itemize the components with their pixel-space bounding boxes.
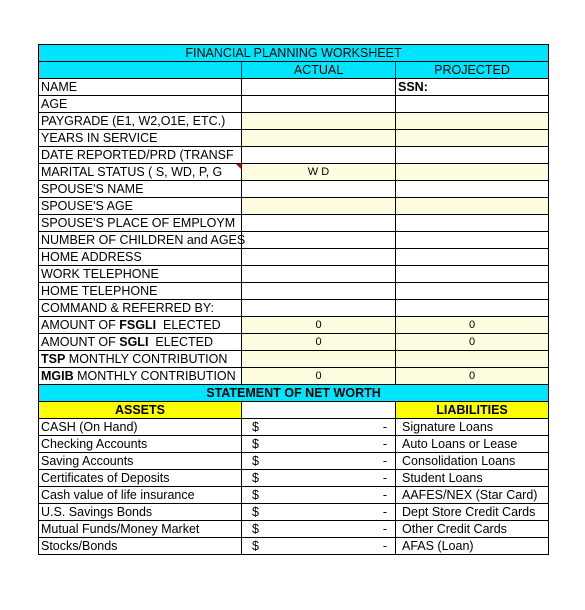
- row-label: [39, 317, 242, 334]
- table-row: [39, 79, 549, 96]
- projected-cell[interactable]: [396, 164, 549, 181]
- liability-label: AAFES/NEX (Star Card): [396, 487, 549, 504]
- actual-cell[interactable]: 0: [242, 317, 396, 334]
- currency-symbol: $: [252, 539, 259, 553]
- row-label: NAME: [39, 79, 242, 96]
- asset-amount-cell[interactable]: [242, 470, 396, 487]
- asset-label: Cash value of life insurance: [39, 487, 242, 504]
- actual-cell[interactable]: W D: [242, 164, 396, 181]
- label-suffix: MONTHLY CONTRIBUTION: [73, 369, 236, 383]
- net-worth-row: [39, 487, 549, 504]
- asset-amount: -: [382, 471, 387, 485]
- net-worth-row: [39, 436, 549, 453]
- projected-cell[interactable]: [396, 198, 549, 215]
- row-label: SPOUSE'S PLACE OF EMPLOYM: [39, 215, 242, 232]
- ssn-label: SSN:: [396, 79, 549, 96]
- actual-cell[interactable]: 0: [242, 368, 396, 385]
- currency-symbol: $: [252, 437, 259, 451]
- currency-symbol: $: [252, 471, 259, 485]
- liabilities-header: LIABILITIES: [396, 402, 549, 419]
- projected-cell[interactable]: [396, 266, 549, 283]
- asset-amount-cell[interactable]: [242, 487, 396, 504]
- asset-amount: -: [382, 488, 387, 502]
- asset-amount: -: [382, 539, 387, 553]
- column-header-row: [39, 62, 549, 79]
- projected-cell[interactable]: [396, 181, 549, 198]
- actual-cell[interactable]: 0: [242, 334, 396, 351]
- projected-cell[interactable]: [396, 249, 549, 266]
- table-row: [39, 249, 549, 266]
- table-row: [39, 283, 549, 300]
- asset-label: Saving Accounts: [39, 453, 242, 470]
- liability-label: AFAS (Loan): [396, 538, 549, 555]
- row-label: SPOUSE'S AGE: [39, 198, 242, 215]
- projected-cell[interactable]: [396, 96, 549, 113]
- label-bold: SGLI: [119, 335, 149, 349]
- projected-cell[interactable]: 0: [396, 368, 549, 385]
- row-label: YEARS IN SERVICE: [39, 130, 242, 147]
- asset-label: Checking Accounts: [39, 436, 242, 453]
- label-bold: TSP: [41, 352, 66, 366]
- actual-cell[interactable]: [242, 198, 396, 215]
- row-label: [39, 368, 242, 385]
- table-row: [39, 317, 549, 334]
- actual-cell[interactable]: [242, 79, 396, 96]
- projected-cell[interactable]: [396, 351, 549, 368]
- table-row: [39, 300, 549, 317]
- actual-header: ACTUAL: [242, 62, 396, 79]
- asset-amount: -: [382, 505, 387, 519]
- label-suffix: MONTHLY CONTRIBUTION: [65, 352, 228, 366]
- asset-amount-cell[interactable]: [242, 419, 396, 436]
- row-label: SPOUSE'S NAME: [39, 181, 242, 198]
- projected-cell[interactable]: [396, 215, 549, 232]
- currency-symbol: $: [252, 454, 259, 468]
- table-row: [39, 232, 549, 249]
- asset-label: Certificates of Deposits: [39, 470, 242, 487]
- title-row: [39, 45, 549, 62]
- currency-symbol: $: [252, 505, 259, 519]
- actual-cell[interactable]: [242, 283, 396, 300]
- table-row: [39, 147, 549, 164]
- asset-label: Stocks/Bonds: [39, 538, 242, 555]
- net-worth-row: [39, 538, 549, 555]
- actual-cell[interactable]: [242, 266, 396, 283]
- row-label: MARITAL STATUS ( S, WD, P, G: [39, 164, 242, 181]
- projected-header: PROJECTED: [396, 62, 549, 79]
- actual-cell[interactable]: [242, 147, 396, 164]
- table-row: [39, 351, 549, 368]
- currency-symbol: $: [252, 420, 259, 434]
- projected-cell[interactable]: [396, 147, 549, 164]
- net-worth-title-row: [39, 385, 549, 402]
- actual-cell[interactable]: [242, 181, 396, 198]
- row-label: AGE: [39, 96, 242, 113]
- liability-label: Student Loans: [396, 470, 549, 487]
- table-row: [39, 215, 549, 232]
- actual-cell[interactable]: [242, 249, 396, 266]
- actual-cell[interactable]: [242, 300, 396, 317]
- row-label: HOME TELEPHONE: [39, 283, 242, 300]
- actual-cell[interactable]: [242, 113, 396, 130]
- table-row: [39, 198, 549, 215]
- actual-cell[interactable]: [242, 130, 396, 147]
- actual-cell[interactable]: [242, 96, 396, 113]
- currency-symbol: $: [252, 522, 259, 536]
- net-worth-row: [39, 453, 549, 470]
- label-bold: FSGLI: [119, 318, 157, 332]
- table-row: [39, 130, 549, 147]
- row-label: [39, 334, 242, 351]
- asset-amount-cell[interactable]: [242, 521, 396, 538]
- asset-amount: -: [382, 437, 387, 451]
- projected-cell[interactable]: 0: [396, 334, 549, 351]
- table-row: [39, 113, 549, 130]
- net-worth-row: [39, 504, 549, 521]
- table-row: [39, 164, 549, 181]
- worksheet-title: FINANCIAL PLANNING WORKSHEET: [39, 45, 549, 62]
- table-row: [39, 181, 549, 198]
- row-label: HOME ADDRESS: [39, 249, 242, 266]
- row-label: COMMAND & REFERRED BY:: [39, 300, 242, 317]
- asset-label: Mutual Funds/Money Market: [39, 521, 242, 538]
- asset-label: CASH (On Hand): [39, 419, 242, 436]
- row-label: WORK TELEPHONE: [39, 266, 242, 283]
- actual-cell[interactable]: [242, 351, 396, 368]
- label-bold: MGIB: [41, 369, 74, 383]
- row-label: DATE REPORTED/PRD (TRANSF: [39, 147, 242, 164]
- asset-amount-cell[interactable]: [242, 538, 396, 555]
- financial-worksheet: [38, 44, 549, 555]
- row-label: NUMBER OF CHILDREN and AGES: [39, 232, 242, 249]
- row-label: PAYGRADE (E1, W2,O1E, ETC.): [39, 113, 242, 130]
- asset-amount: -: [382, 522, 387, 536]
- label-suffix: ELECTED: [148, 335, 214, 349]
- liability-label: Dept Store Credit Cards: [396, 504, 549, 521]
- net-worth-row: [39, 470, 549, 487]
- amount-header: [242, 402, 396, 419]
- projected-cell[interactable]: [396, 113, 549, 130]
- label-header: [39, 62, 242, 79]
- liability-label: Other Credit Cards: [396, 521, 549, 538]
- net-worth-row: [39, 419, 549, 436]
- asset-label: U.S. Savings Bonds: [39, 504, 242, 521]
- liability-label: Signature Loans: [396, 419, 549, 436]
- row-label: [39, 351, 242, 368]
- projected-cell[interactable]: [396, 232, 549, 249]
- table-row: [39, 266, 549, 283]
- projected-cell[interactable]: [396, 130, 549, 147]
- asset-amount-cell[interactable]: [242, 436, 396, 453]
- liability-label: Auto Loans or Lease: [396, 436, 549, 453]
- currency-symbol: $: [252, 488, 259, 502]
- projected-cell[interactable]: [396, 300, 549, 317]
- label-prefix: AMOUNT OF: [41, 335, 120, 349]
- liability-label: Consolidation Loans: [396, 453, 549, 470]
- projected-cell[interactable]: [396, 283, 549, 300]
- table-row: [39, 368, 549, 385]
- asset-amount-cell[interactable]: [242, 504, 396, 521]
- net-worth-row: [39, 521, 549, 538]
- asset-amount: -: [382, 420, 387, 434]
- asset-amount: -: [382, 454, 387, 468]
- asset-amount-cell[interactable]: [242, 453, 396, 470]
- actual-cell[interactable]: [242, 232, 396, 249]
- net-worth-title: STATEMENT OF NET WORTH: [39, 385, 549, 402]
- label-suffix: ELECTED: [156, 318, 221, 332]
- actual-cell[interactable]: [242, 215, 396, 232]
- table-row: [39, 96, 549, 113]
- assets-header: ASSETS: [39, 402, 242, 419]
- label-prefix: AMOUNT OF: [41, 318, 120, 332]
- projected-cell[interactable]: 0: [396, 317, 549, 334]
- net-worth-header-row: [39, 402, 549, 419]
- table-row: [39, 334, 549, 351]
